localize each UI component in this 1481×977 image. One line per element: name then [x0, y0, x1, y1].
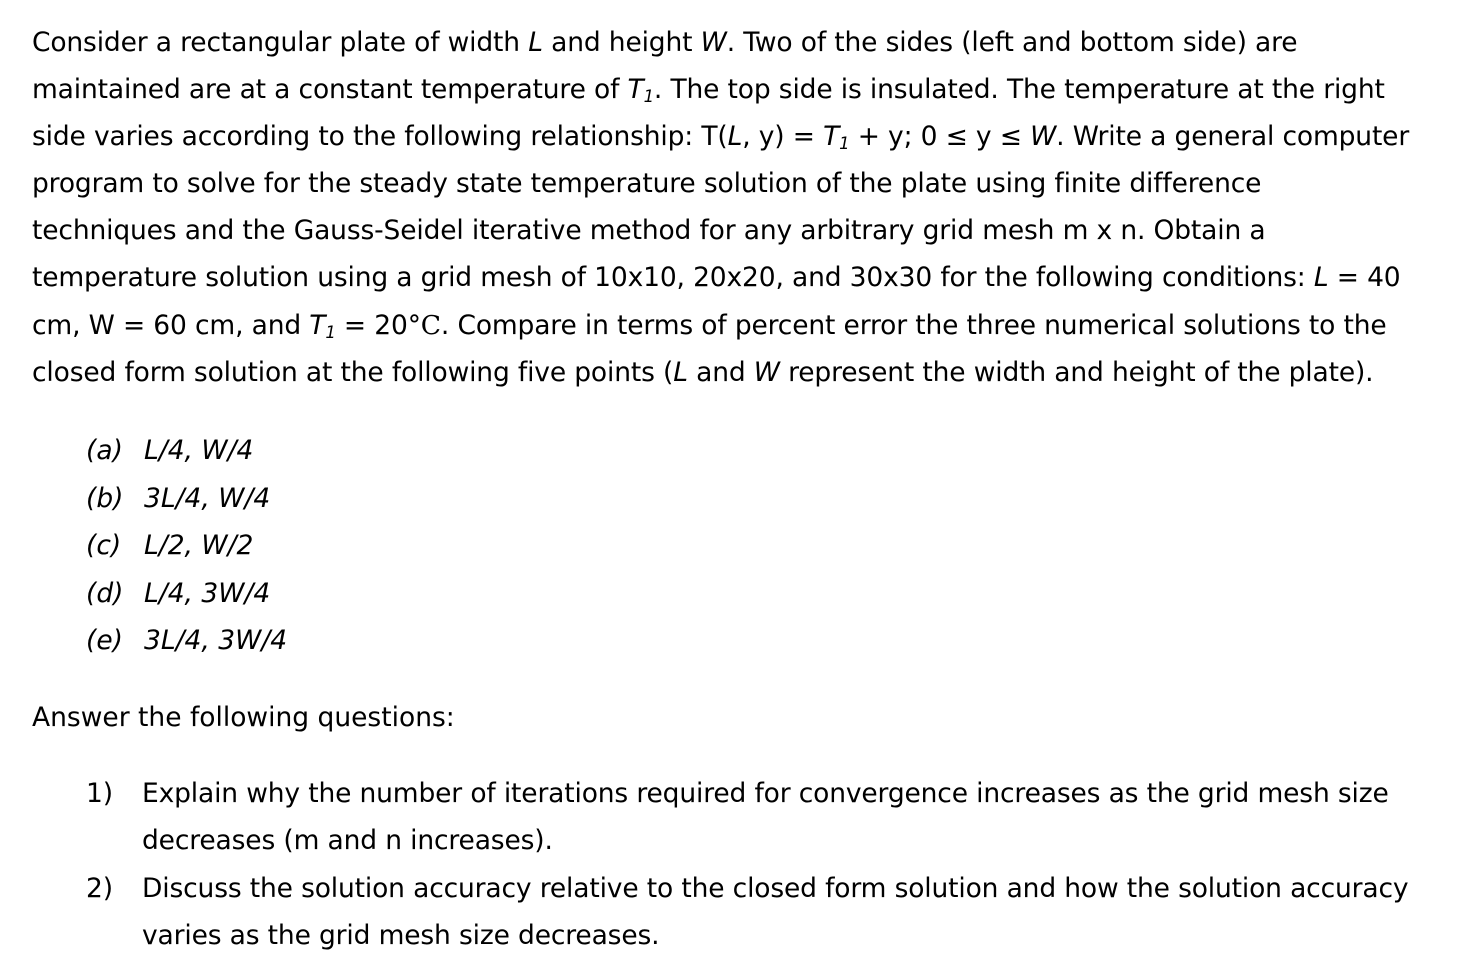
math-variable: L	[727, 121, 743, 153]
list-marker: (d)	[86, 577, 124, 609]
point-coordinates: L/4, 3W/4	[144, 577, 271, 609]
problem-line: side varies according to the following relationship: T(L, $y) = T_1 + y$; 0 ≤ y ≤ W. Write a general computer	[32, 121, 1410, 154]
question-text	[142, 865, 1408, 960]
questions-list	[86, 770, 1476, 959]
point-coordinates: 3L/4, 3W/4	[144, 625, 288, 656]
question-text	[142, 770, 1389, 865]
list-item	[86, 427, 287, 475]
list-marker: (e)	[86, 625, 123, 656]
problem-line: maintained are at a constant temperature of $T_1$. The top side is insulated. The temperature at the right	[32, 74, 1385, 107]
math-variable: $T_1$	[627, 74, 654, 107]
list-marker: (b)	[86, 482, 124, 514]
question-number: 2)	[86, 872, 113, 904]
question-line: Discuss the solution accuracy relative to the closed form solution and how the solution accuracy	[142, 872, 1409, 904]
math-variable: L	[528, 27, 543, 58]
point-coordinates: 3L/4, W/4	[144, 482, 271, 514]
question-line: decreases (m and n increases).	[142, 825, 553, 857]
problem-line: program to solve for the steady state temperature solution of the plate using finite difference	[32, 168, 1262, 200]
question-line: Explain why the number of iterations required for convergence increases as the grid mesh size	[142, 778, 1389, 809]
questions-heading: Answer the following questions:	[32, 702, 455, 733]
question-item	[86, 770, 1476, 865]
math-variable: L	[673, 356, 688, 388]
list-marker: (a)	[86, 435, 123, 466]
problem-line: closed form solution at the following five points (L and W represent the width and height of the plate).	[32, 356, 1374, 388]
math-variable: W	[1030, 121, 1057, 153]
problem-line: temperature solution using a grid mesh of 10x10, 20x20, and 30x30 for the following conditions: L = 40	[32, 262, 1401, 294]
point-coordinates: L/2, W/2	[144, 530, 254, 561]
math-variable: $T_1$	[309, 309, 336, 342]
math-variable: W	[700, 27, 727, 58]
problem-line: techniques and the Gauss-Seidel iterative method for any arbitrary grid mesh m x n. Obtain a	[32, 215, 1266, 247]
math-subscript: 1	[325, 322, 336, 342]
list-item	[86, 475, 287, 523]
evaluation-points-list	[86, 427, 287, 665]
question-number: 1)	[86, 778, 113, 809]
math-variable: W	[753, 356, 780, 388]
list-marker: (c)	[86, 530, 122, 561]
list-item	[86, 570, 287, 618]
document-page	[32, 0, 1472, 951]
math-variable: $T_1$	[823, 121, 850, 154]
list-item	[86, 617, 287, 665]
unit-symbol: °C	[407, 309, 441, 341]
problem-statement	[32, 0, 1472, 396]
list-item	[86, 522, 287, 570]
point-coordinates: L/4, W/4	[144, 435, 254, 466]
math-subscript: 1	[643, 87, 654, 107]
math-variable: L	[1313, 262, 1329, 294]
problem-line: cm, W = 60 cm, and $T_1 = 20^\circ C$. Compare in terms of percent error the three numerical solutions to the	[32, 309, 1387, 342]
question-line: varies as the grid mesh size decreases.	[142, 919, 660, 951]
problem-line: Consider a rectangular plate of width L and height W. Two of the sides (left and bottom side) are	[32, 27, 1298, 58]
math-subscript: 1	[839, 134, 850, 154]
question-item	[86, 865, 1476, 960]
